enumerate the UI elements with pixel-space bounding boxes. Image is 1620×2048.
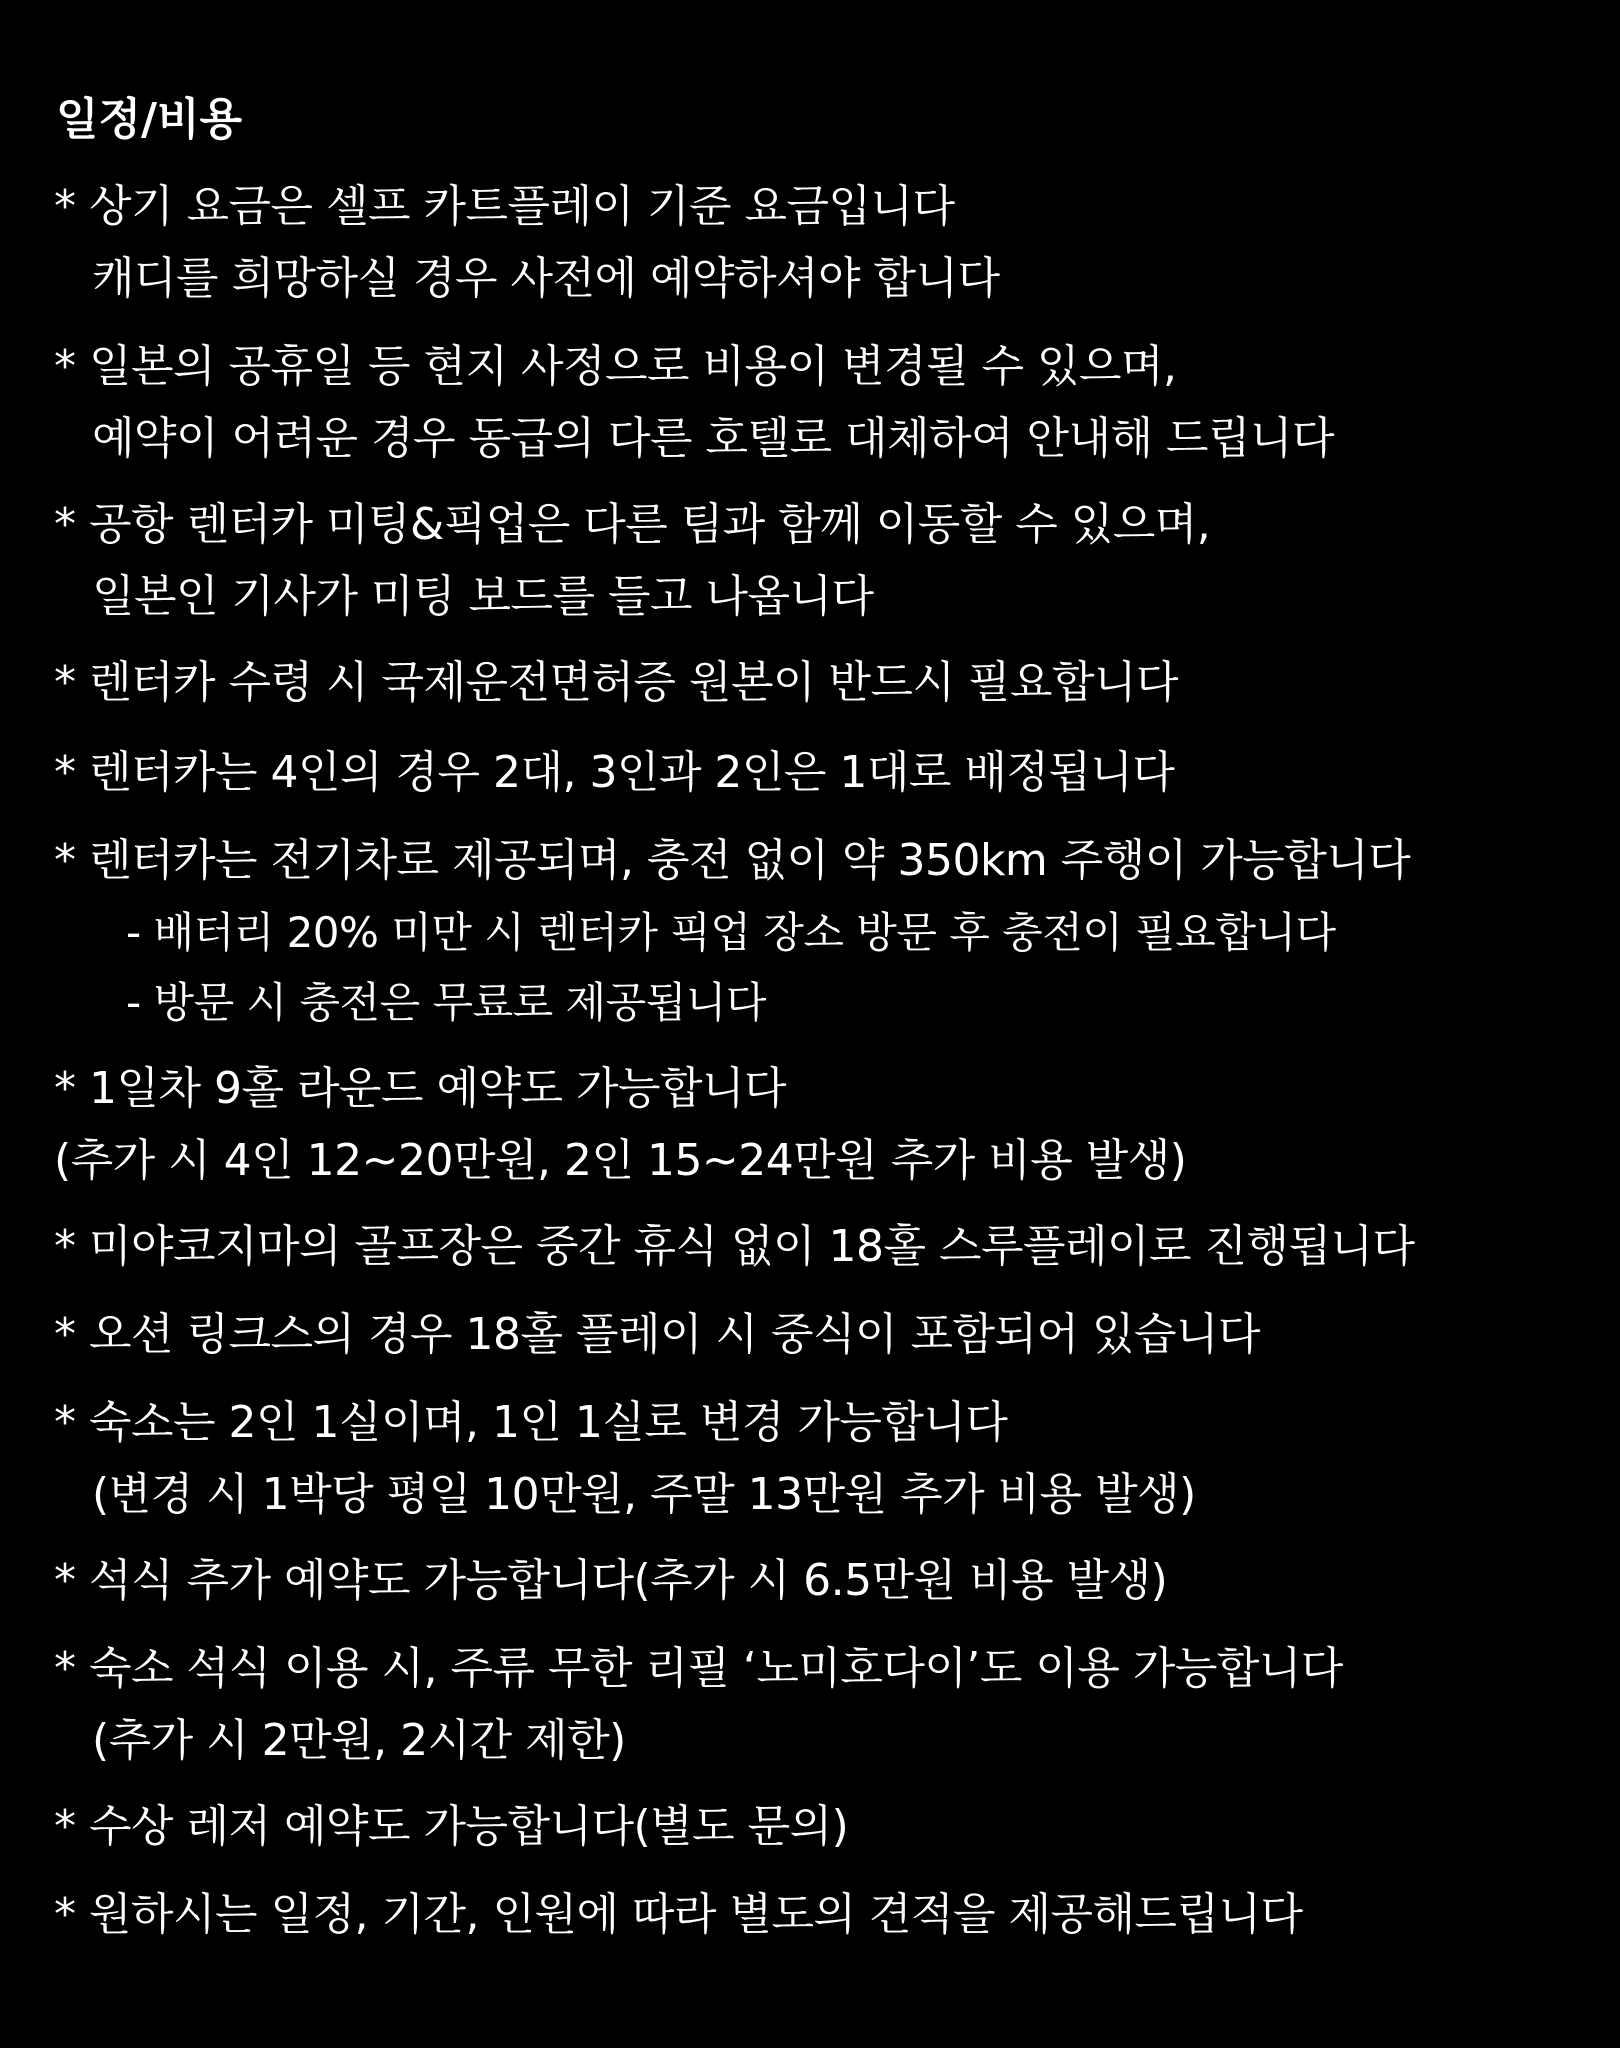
note-water-leisure: * 수상 레저 예약도 가능합니다(별도 문의)	[54, 1801, 849, 1852]
note-license: * 렌터카 수령 시 국제운전면허증 원본이 반드시 필요합니다	[54, 657, 1178, 708]
note-battery: - 배터리 20% 미만 시 렌터카 픽업 장소 방문 후 충전이 필요합니다	[126, 908, 1336, 957]
note-dinner: * 석식 추가 예약도 가능합니다(추가 시 6.5만원 비용 발생)	[54, 1555, 1168, 1606]
note-holiday-change: * 일본의 공휴일 등 현지 사정으로 비용이 변경될 수 있으며,	[54, 341, 1177, 392]
note-lunch: * 오션 링크스의 경우 18홀 플레이 시 중식이 포함되어 있습니다	[54, 1309, 1260, 1360]
note-nomihodai-cost: (추가 시 2만원, 2시간 제한)	[92, 1715, 626, 1766]
note-hotel-substitute: 예약이 어려운 경우 동급의 다른 호텔로 대체하여 안내해 드립니다	[92, 413, 1334, 464]
note-room: * 숙소는 2인 1실이며, 1인 1실로 변경 가능합니다	[54, 1397, 1008, 1448]
note-throughplay: * 미야코지마의 골프장은 중간 휴식 없이 18홀 스루플레이로 진행됩니다	[54, 1221, 1415, 1272]
note-caddie: 캐디를 희망하실 경우 사전에 예약하셔야 합니다	[92, 253, 1000, 304]
note-nomihodai: * 숙소 석식 이용 시, 주류 무한 리필 ‘노미호다이’도 이용 가능합니다	[54, 1643, 1343, 1694]
note-airport-pickup: * 공항 렌터카 미팅&픽업은 다른 팀과 함께 이동할 수 있으며,	[54, 499, 1211, 550]
note-free-charge: - 방문 시 충전은 무료로 제공됩니다	[126, 978, 766, 1027]
note-rate-basis: * 상기 요금은 셀프 카트플레이 기준 요금입니다	[54, 181, 955, 232]
note-room-cost: (변경 시 1박당 평일 10만원, 주말 13만원 추가 비용 발생)	[92, 1469, 1196, 1520]
note-car-allocation: * 렌터카는 4인의 경우 2대, 3인과 2인은 1대로 배정됩니다	[54, 747, 1175, 798]
page-title: 일정/비용	[56, 94, 243, 145]
note-driver-board: 일본인 기사가 미팅 보드를 들고 나옵니다	[92, 571, 874, 622]
note-9hole-cost: (추가 시 4인 12~20만원, 2인 15~24만원 추가 비용 발생)	[54, 1135, 1187, 1186]
note-electric-car: * 렌터카는 전기차로 제공되며, 충전 없이 약 350km 주행이 가능합니다	[54, 835, 1411, 886]
note-custom-quote: * 원하시는 일정, 기간, 인원에 따라 별도의 견적을 제공해드립니다	[54, 1889, 1303, 1940]
note-9hole: * 1일차 9홀 라운드 예약도 가능합니다	[54, 1063, 786, 1114]
